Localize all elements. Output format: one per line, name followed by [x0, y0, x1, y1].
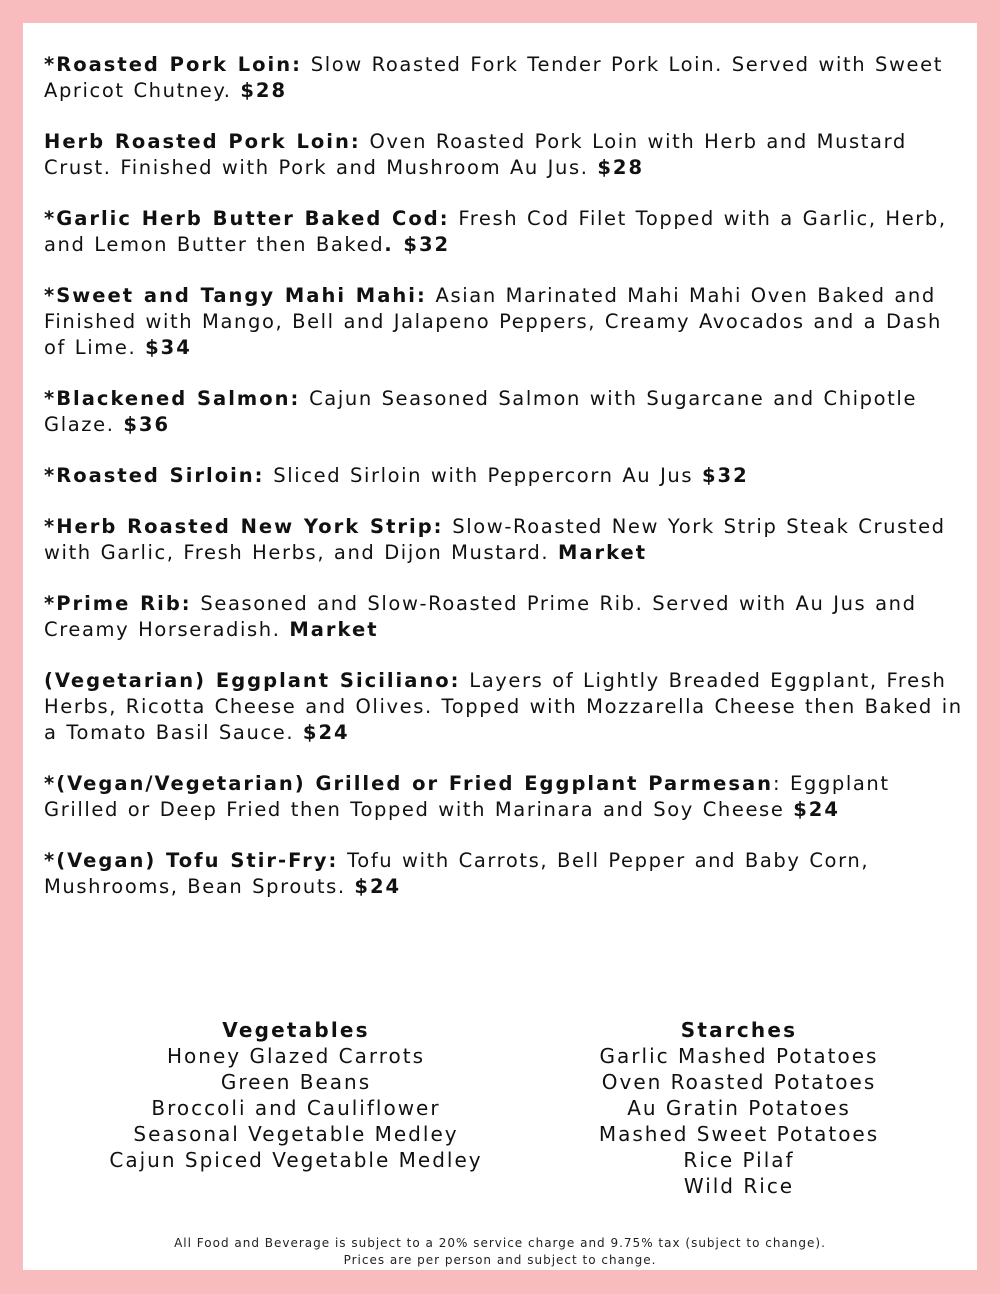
item-name: *Blackened Salmon: [44, 387, 301, 410]
menu-item [44, 129, 964, 181]
item-name: *Roasted Pork Loin: [44, 53, 302, 76]
footer-note [23, 1235, 977, 1269]
service-charge-note: All Food and Beverage is subject to a 20% service charge and 9.75% tax (subject to change). [174, 1236, 826, 1250]
starches-column [513, 1017, 965, 1199]
starch-item: Wild Rice [683, 1174, 795, 1198]
item-name: *Garlic Herb Butter Baked Cod: [44, 207, 450, 230]
vegetables-heading: Vegetables [222, 1018, 370, 1042]
item-price: $28 [597, 156, 645, 179]
item-description: Cajun Seasoned Salmon with Sugarcane and Chipotle Glaze. [44, 387, 918, 436]
starch-item: Garlic Mashed Potatoes [599, 1044, 879, 1068]
menu-item [44, 463, 964, 489]
menu-page [23, 23, 977, 1270]
menu-item [44, 52, 964, 104]
item-name: *Prime Rib: [44, 592, 192, 615]
item-description: Seasoned and Slow-Roasted Prime Rib. Served with Au Jus and Creamy Horseradish. [44, 592, 917, 641]
pricing-note: Prices are per person and subject to change. [343, 1253, 657, 1267]
item-name: *Sweet and Tangy Mahi Mahi: [44, 284, 427, 307]
item-description: Slow-Roasted New York Strip Steak Crusted with Garlic, Fresh Herbs, and Dijon Mustard. [44, 515, 946, 564]
starches-heading: Starches [680, 1018, 798, 1042]
menu-item [44, 771, 964, 823]
vegetables-column [63, 1017, 529, 1173]
item-price: $24 [793, 798, 840, 821]
item-description: Sliced Sirloin with Peppercorn Au Jus [264, 464, 702, 487]
item-name: (Vegetarian) Eggplant Siciliano: [44, 669, 461, 692]
vegetable-item: Honey Glazed Carrots [167, 1044, 425, 1068]
vegetable-item: Broccoli and Cauliflower [151, 1096, 441, 1120]
menu-item [44, 668, 964, 746]
vegetable-item: Cajun Spiced Vegetable Medley [109, 1148, 483, 1172]
item-price: $24 [354, 875, 402, 898]
item-name: *Roasted Sirloin: [44, 464, 265, 487]
menu-item [44, 514, 964, 566]
vegetable-item: Seasonal Vegetable Medley [133, 1122, 459, 1146]
starch-item: Mashed Sweet Potatoes [598, 1122, 880, 1146]
menu-item [44, 206, 964, 258]
item-description: Layers of Lightly Breaded Eggplant, Fresh Herbs, Ricotta Cheese and Olives. Topped with Mozzarella Cheese then Baked in a Tomato Basil Sauce. [44, 669, 963, 744]
item-name: *Herb Roasted New York Strip: [44, 515, 444, 538]
menu-item [44, 848, 964, 900]
starch-item: Rice Pilaf [683, 1148, 795, 1172]
starch-item: Au Gratin Potatoes [627, 1096, 851, 1120]
menu-item [44, 283, 964, 361]
item-description: Fresh Cod Filet Topped with a Garlic, Herb, and Lemon Butter then Baked [44, 207, 947, 256]
item-name: Herb Roasted Pork Loin: [44, 130, 361, 153]
vegetable-item: Green Beans [220, 1070, 372, 1094]
item-price: . $32 [384, 233, 451, 256]
item-price: $34 [145, 336, 192, 359]
starch-item: Oven Roasted Potatoes [601, 1070, 877, 1094]
item-price: Market [289, 618, 379, 641]
menu-item [44, 591, 964, 643]
item-price: Market [557, 541, 648, 564]
item-price: $36 [123, 413, 171, 436]
entree-list [44, 52, 964, 925]
item-description: Oven Roasted Pork Loin with Herb and Mustard Crust. Finished with Pork and Mushroom Au Jus. [44, 130, 907, 179]
item-price: $28 [240, 79, 288, 102]
item-price: $24 [302, 721, 350, 744]
menu-item [44, 386, 964, 438]
item-description: Slow Roasted Fork Tender Pork Loin. Served with Sweet Apricot Chutney. [44, 53, 943, 102]
item-name: *(Vegan) Tofu Stir-Fry: [44, 849, 339, 872]
item-description: Asian Marinated Mahi Mahi Oven Baked and Finished with Mango, Bell and Jalapeno Peppers, Creamy Avocados and a Dash of Lime. [44, 284, 942, 359]
item-name: *(Vegan/Vegetarian) Grilled or Fried Eggplant Parmesan [44, 772, 774, 795]
item-description: : Eggplant Grilled or Deep Fried then Topped with Marinara and Soy Cheese [44, 772, 890, 821]
item-description: Tofu with Carrots, Bell Pepper and Baby Corn, Mushrooms, Bean Sprouts. [44, 849, 870, 898]
item-price: $32 [701, 464, 749, 487]
